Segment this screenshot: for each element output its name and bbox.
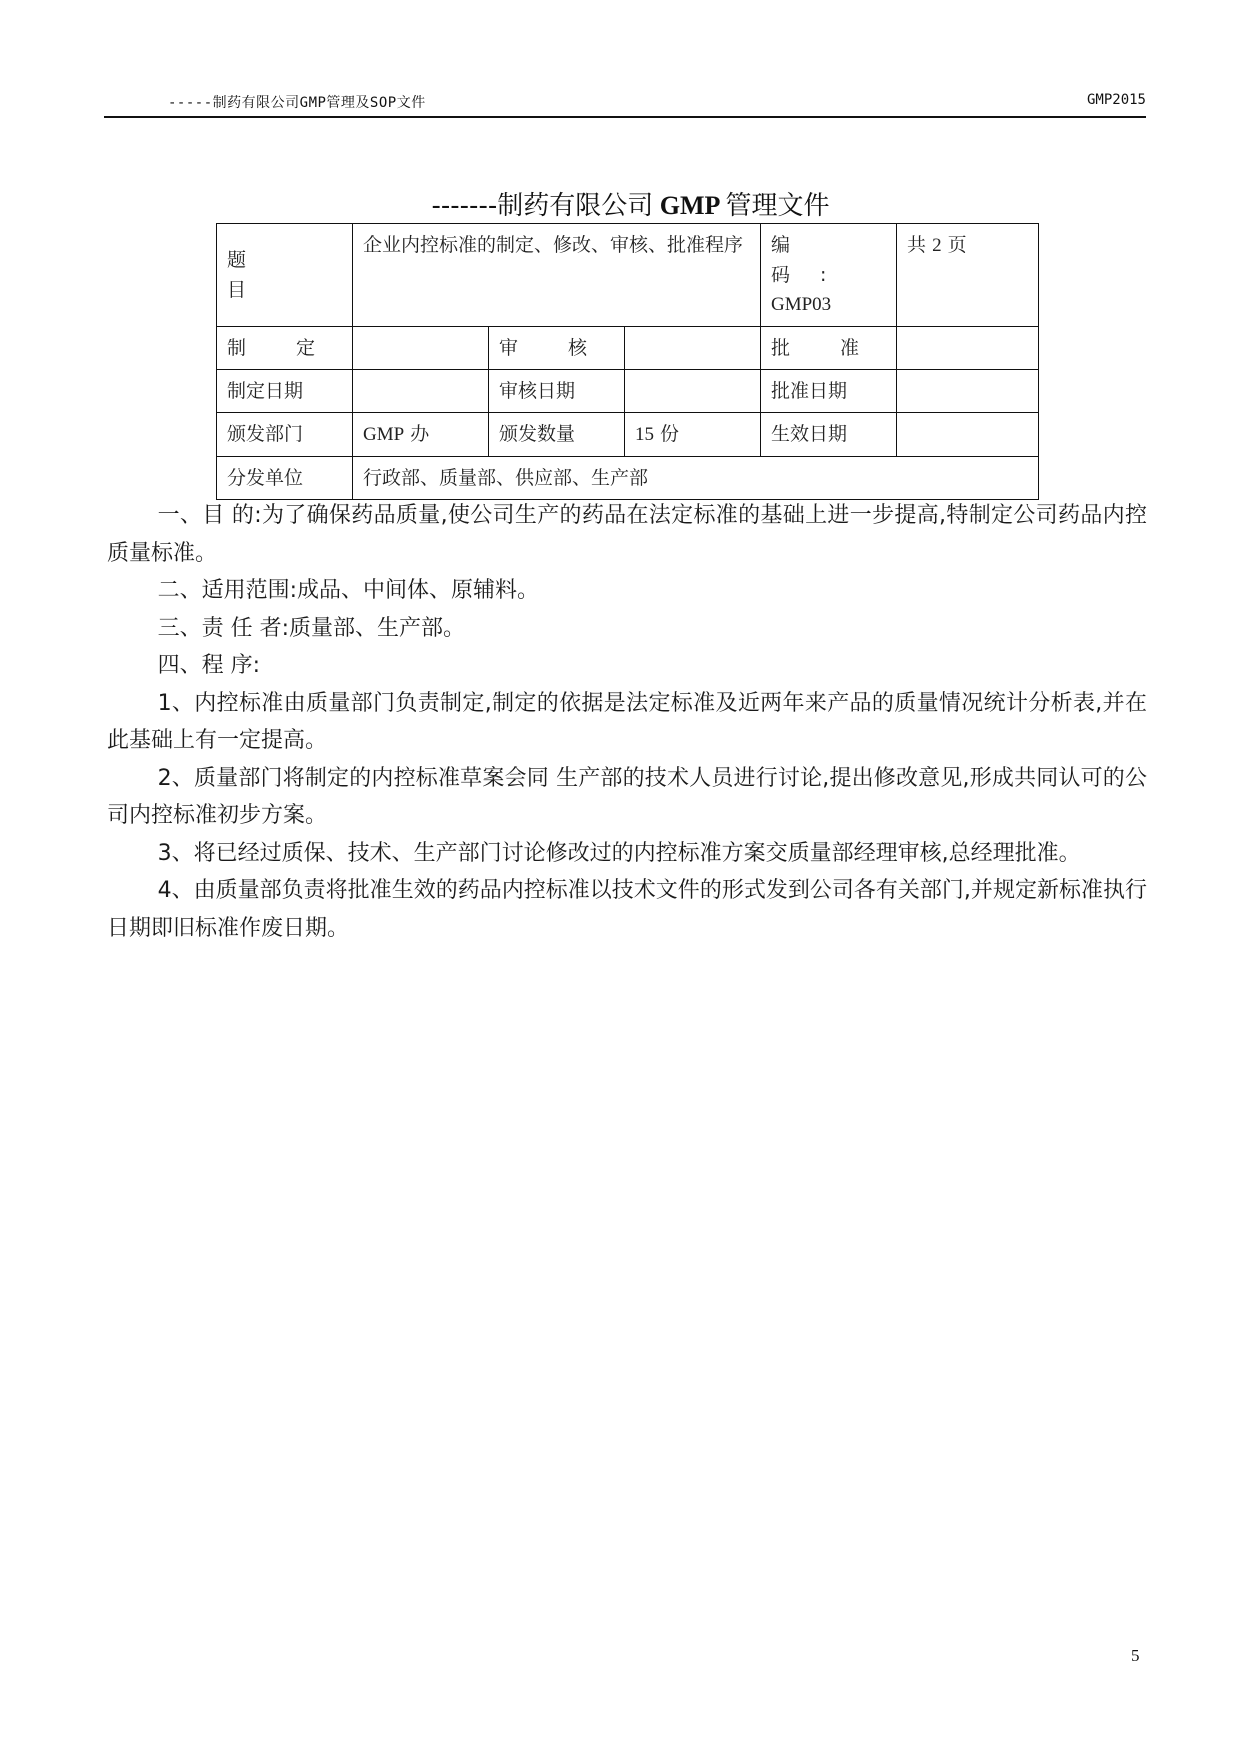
issuing-dept-value [353,413,489,457]
title-suffix: 管理文件 [725,191,830,221]
issue-quantity-label: 颁发数量 [489,413,625,457]
review-date-value [625,370,761,413]
page-number: 5 [1131,1646,1140,1665]
section-procedure-heading: 四、程 序: [157,653,260,678]
page-header [104,88,1146,118]
draft-date-label: 制定日期 [217,370,353,413]
issue-quantity-number: 15 [635,424,654,445]
procedure-step-4: 4、由质量部负责将批准生效的药品内控标准以技术文件的形式发到公司各有关部门,并规定新标准执行日期即旧标准作废日期。 [107,878,1147,941]
subject-value: 企业内控标准的制定、修改、审核、批准程序 [353,224,761,327]
header-document-series: -----制药有限公司GMP管理及SOP文件 [168,95,426,111]
approve-date-label: 批准日期 [761,370,897,413]
effective-date-label: 生效日期 [761,413,897,457]
approved-label: 批 准 [761,327,897,370]
procedure-step-3: 3、将已经过质保、技术、生产部门讨论修改过的内控标准方案交质量部经理审核,总经理批准。 [157,840,1081,866]
subject-label: 题 目 [217,224,353,327]
issuing-dept-label: 颁发部门 [217,413,353,457]
section-responsible: 三、责 任 者:质量部、生产部。 [157,615,465,641]
reviewed-label: 审 核 [489,327,625,370]
drafted-label: 制 定 [217,327,353,370]
table-row-distribution [217,457,1039,500]
title-gmp: GMP [653,191,726,220]
approved-value [897,327,1039,370]
document-title [0,185,1241,222]
page-count-suffix: 页 [947,234,967,256]
issue-quantity-value [625,413,761,457]
table-row-issuance [217,413,1039,457]
drafted-value [353,327,489,370]
effective-date-value [897,413,1039,457]
section-purpose: 一、目 的:为了确保药品质量,使公司生产的药品在法定标准的基础上进一步提高,特制定公司药品内控质量标准。 [107,503,1147,566]
draft-date-value [353,370,489,413]
procedure-step-2: 2、质量部门将制定的内控标准草案会同 生产部的技术人员进行讨论,提出修改意见,形成共同认可的公司内控标准初步方案。 [107,765,1147,828]
page-count-number: 2 [932,235,942,256]
table-row-subject [217,224,1039,327]
issuing-dept-office: 办 [410,423,430,445]
review-date-label: 审核日期 [489,370,625,413]
issue-quantity-unit: 份 [660,423,680,445]
table-row-signatures [217,327,1039,370]
approve-date-value [897,370,1039,413]
header-document-code: GMP2015 [1086,92,1146,108]
code-value: GMP03 [771,294,832,315]
procedure-step-1: 1、内控标准由质量部门负责制定,制定的依据是法定标准及近两年来产品的质量情况统计分析表,并在此基础上有一定提高。 [107,690,1147,753]
page-count-prefix: 共 [907,234,927,256]
document-body [107,497,1147,947]
distribution-label: 分发单位 [217,457,353,500]
reviewed-value [625,327,761,370]
page-count-cell [897,224,1039,327]
issuing-dept-gmp: GMP [363,424,405,445]
section-scope: 二、适用范围:成品、中间体、原辅料。 [157,578,540,603]
code-label: 编 码: [771,234,857,286]
code-cell [761,224,897,327]
title-company: -------制药有限公司 [431,191,654,221]
document-info-table [216,223,1039,500]
distribution-value: 行政部、质量部、供应部、生产部 [353,457,1039,500]
table-row-dates [217,370,1039,413]
